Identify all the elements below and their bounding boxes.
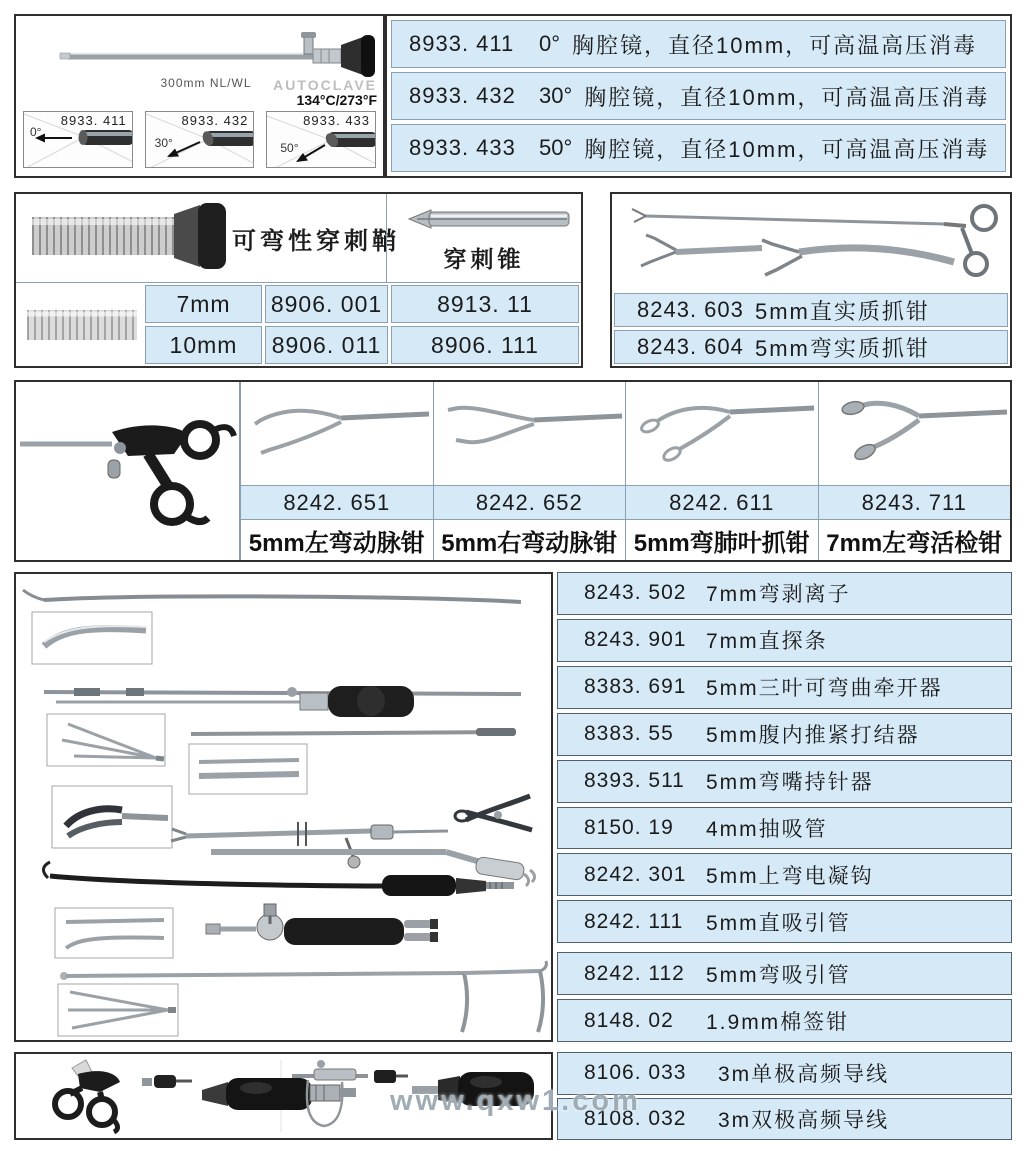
forceps-column: [240, 382, 433, 560]
product-code: 8933. 433: [409, 135, 516, 160]
thumbnail-angle: 50°: [280, 141, 299, 155]
product-code: 8242. 112: [584, 961, 685, 985]
forceps-tip-image: [241, 382, 433, 485]
product-code: 8243. 604: [637, 334, 744, 359]
scope-length-label: 300mm NL/WL: [160, 76, 252, 90]
thoracoscope-illustration: [16, 22, 383, 82]
size-cell: 7mm: [145, 285, 262, 323]
table-row: [557, 952, 1012, 995]
product-desc: 7mm弯剥离子: [706, 583, 851, 607]
thumbnail-angle: 30°: [154, 136, 173, 150]
lung-grasper-illustration: [626, 382, 816, 480]
product-code: 8933. 411: [409, 31, 515, 56]
product-code-row: [434, 485, 626, 520]
thoracoscope-spec-table: [385, 14, 1012, 178]
instrument-list: [557, 572, 1012, 1042]
product-code: 8242. 652: [475, 489, 583, 515]
scope-angle: 30°: [539, 83, 573, 108]
thumbnail-angle: 0°: [30, 125, 42, 139]
instrument-board-image: [14, 572, 553, 1042]
product-code: 8243. 711: [861, 489, 967, 515]
product-code: 8108. 032: [584, 1106, 687, 1130]
product-desc: 5mm直吸引管: [706, 911, 851, 935]
product-desc: 4mm抽吸管: [706, 817, 828, 841]
trocar-sheath-illustration: [16, 194, 246, 282]
product-name: 5mm弯肺叶抓钳: [633, 529, 810, 557]
product-desc: 5mm直实质抓钳: [755, 298, 930, 324]
autoclave-temperature: 134°C/273°F: [296, 92, 377, 108]
product-code: 8393. 511: [584, 769, 685, 793]
small-sheath-illustration: [19, 286, 141, 364]
product-code: 8106. 033: [584, 1061, 687, 1085]
product-desc: 5mm腹内推紧打结器: [706, 724, 920, 748]
thumbnail-code: 8933. 433: [303, 113, 371, 128]
product-name: 5mm左弯动脉钳: [248, 529, 425, 557]
product-desc: 7mm直探条: [706, 630, 828, 654]
product-code: 8383. 55: [584, 722, 674, 746]
grasper-panel: [610, 192, 1012, 368]
product-desc: 3m单极高频导线: [718, 1063, 890, 1087]
autoclave-note: [273, 78, 377, 108]
forceps-handle-illustration: [16, 382, 238, 560]
table-row: [557, 572, 1012, 615]
product-code: 8243. 502: [584, 581, 687, 605]
product-code: 8383. 691: [584, 675, 687, 699]
instrument-board-illustration: [16, 574, 551, 1040]
product-code: 8242. 611: [669, 489, 775, 515]
left-curved-artery-forceps-illustration: [241, 382, 431, 480]
size-cell: 10mm: [145, 326, 262, 364]
table-row: [391, 20, 1006, 68]
forceps-tip-image: [626, 382, 818, 485]
product-code: 8242. 301: [584, 862, 687, 886]
product-code-row: [819, 485, 1011, 520]
header-trocar-cone: 穿刺锥: [443, 246, 525, 272]
product-desc: 5mm弯嘴持针器: [706, 771, 874, 795]
product-desc: 5mm三叶可弯曲牵开器: [706, 677, 943, 701]
thoracoscope-image-panel: [14, 14, 385, 178]
header-trocar-cone-cell: [386, 194, 581, 282]
forceps-column: [818, 382, 1011, 560]
product-name: 5mm右弯动脉钳: [441, 529, 618, 557]
product-desc: 胸腔镜，直径10mm，可高温高压消毒: [572, 32, 978, 58]
trocar-table-header: [16, 194, 581, 283]
scope-angle: 50°: [539, 135, 573, 160]
product-code: 8148. 02: [584, 1008, 674, 1032]
product-code: 8242. 651: [283, 489, 391, 515]
forceps-handle-image: [16, 382, 240, 560]
product-desc: 5mm弯实质抓钳: [755, 335, 930, 361]
autoclave-label: AUTOCLAVE: [273, 77, 377, 93]
product-code-row: [241, 485, 433, 520]
product-desc: 5mm上弯电凝钩: [706, 864, 874, 888]
thumbnail-code: 8933. 411: [60, 113, 127, 128]
thumbnail-30-degree: [145, 111, 255, 168]
thumbnail-50-degree: [266, 111, 376, 168]
header-flexible-sheath: 可弯性穿刺鞘: [232, 227, 400, 255]
sheath-code-cell: 8906. 001: [265, 285, 388, 323]
thumbnail-0-degree: [23, 111, 133, 168]
product-desc: 1.9mm棉签钳: [706, 1010, 850, 1034]
grasper-image: [614, 196, 1008, 290]
forceps-panel: [14, 380, 1012, 562]
trocar-size-table: [16, 283, 581, 366]
forceps-column: [625, 382, 818, 560]
trocar-sheath-image: [16, 194, 246, 282]
cone-code-cell: 8913. 11: [391, 285, 579, 323]
table-row: [557, 760, 1012, 803]
sheath-code-cell: 8906. 011: [265, 326, 388, 364]
forceps-tip-image: [819, 382, 1011, 485]
scope-angle: 0°: [539, 31, 561, 56]
forceps-column: [433, 382, 626, 560]
product-code: 8933. 432: [409, 83, 516, 108]
table-row: [557, 900, 1012, 943]
scope-angle-thumbnails: [23, 111, 376, 168]
product-desc: 胸腔镜，直径10mm，可高温高压消毒: [584, 84, 990, 110]
right-curved-artery-forceps-illustration: [434, 382, 624, 480]
trocar-cone-illustration: [397, 200, 572, 238]
table-row: [557, 999, 1012, 1042]
table-row: [557, 807, 1012, 850]
product-desc: 3m双极高频导线: [718, 1108, 890, 1132]
product-code: 8242. 111: [584, 909, 684, 933]
site-watermark: www.qxw1.com: [390, 1085, 641, 1117]
product-code: 8243. 901: [584, 628, 687, 652]
grasper-illustration: [614, 196, 1010, 290]
small-sheath-image: [18, 285, 142, 364]
product-code-row: [626, 485, 818, 520]
table-row: [614, 330, 1008, 364]
table-row: [391, 72, 1006, 120]
table-row: [557, 666, 1012, 709]
table-row: [614, 293, 1008, 327]
table-row: [557, 853, 1012, 896]
product-code: 8150. 19: [584, 815, 674, 839]
product-name: 7mm左弯活检钳: [826, 529, 1003, 557]
table-row: [557, 713, 1012, 756]
cone-code-cell: 8906. 111: [391, 326, 579, 364]
table-row: [391, 124, 1006, 172]
thumbnail-code: 8933. 432: [181, 113, 249, 128]
product-desc: 胸腔镜，直径10mm，可高温高压消毒: [584, 136, 990, 162]
product-desc: 5mm弯吸引管: [706, 963, 851, 987]
biopsy-forceps-illustration: [819, 382, 1009, 480]
product-code: 8243. 603: [637, 297, 744, 322]
forceps-tip-image: [434, 382, 626, 485]
table-row: [557, 619, 1012, 662]
trocar-table-panel: [14, 192, 583, 368]
